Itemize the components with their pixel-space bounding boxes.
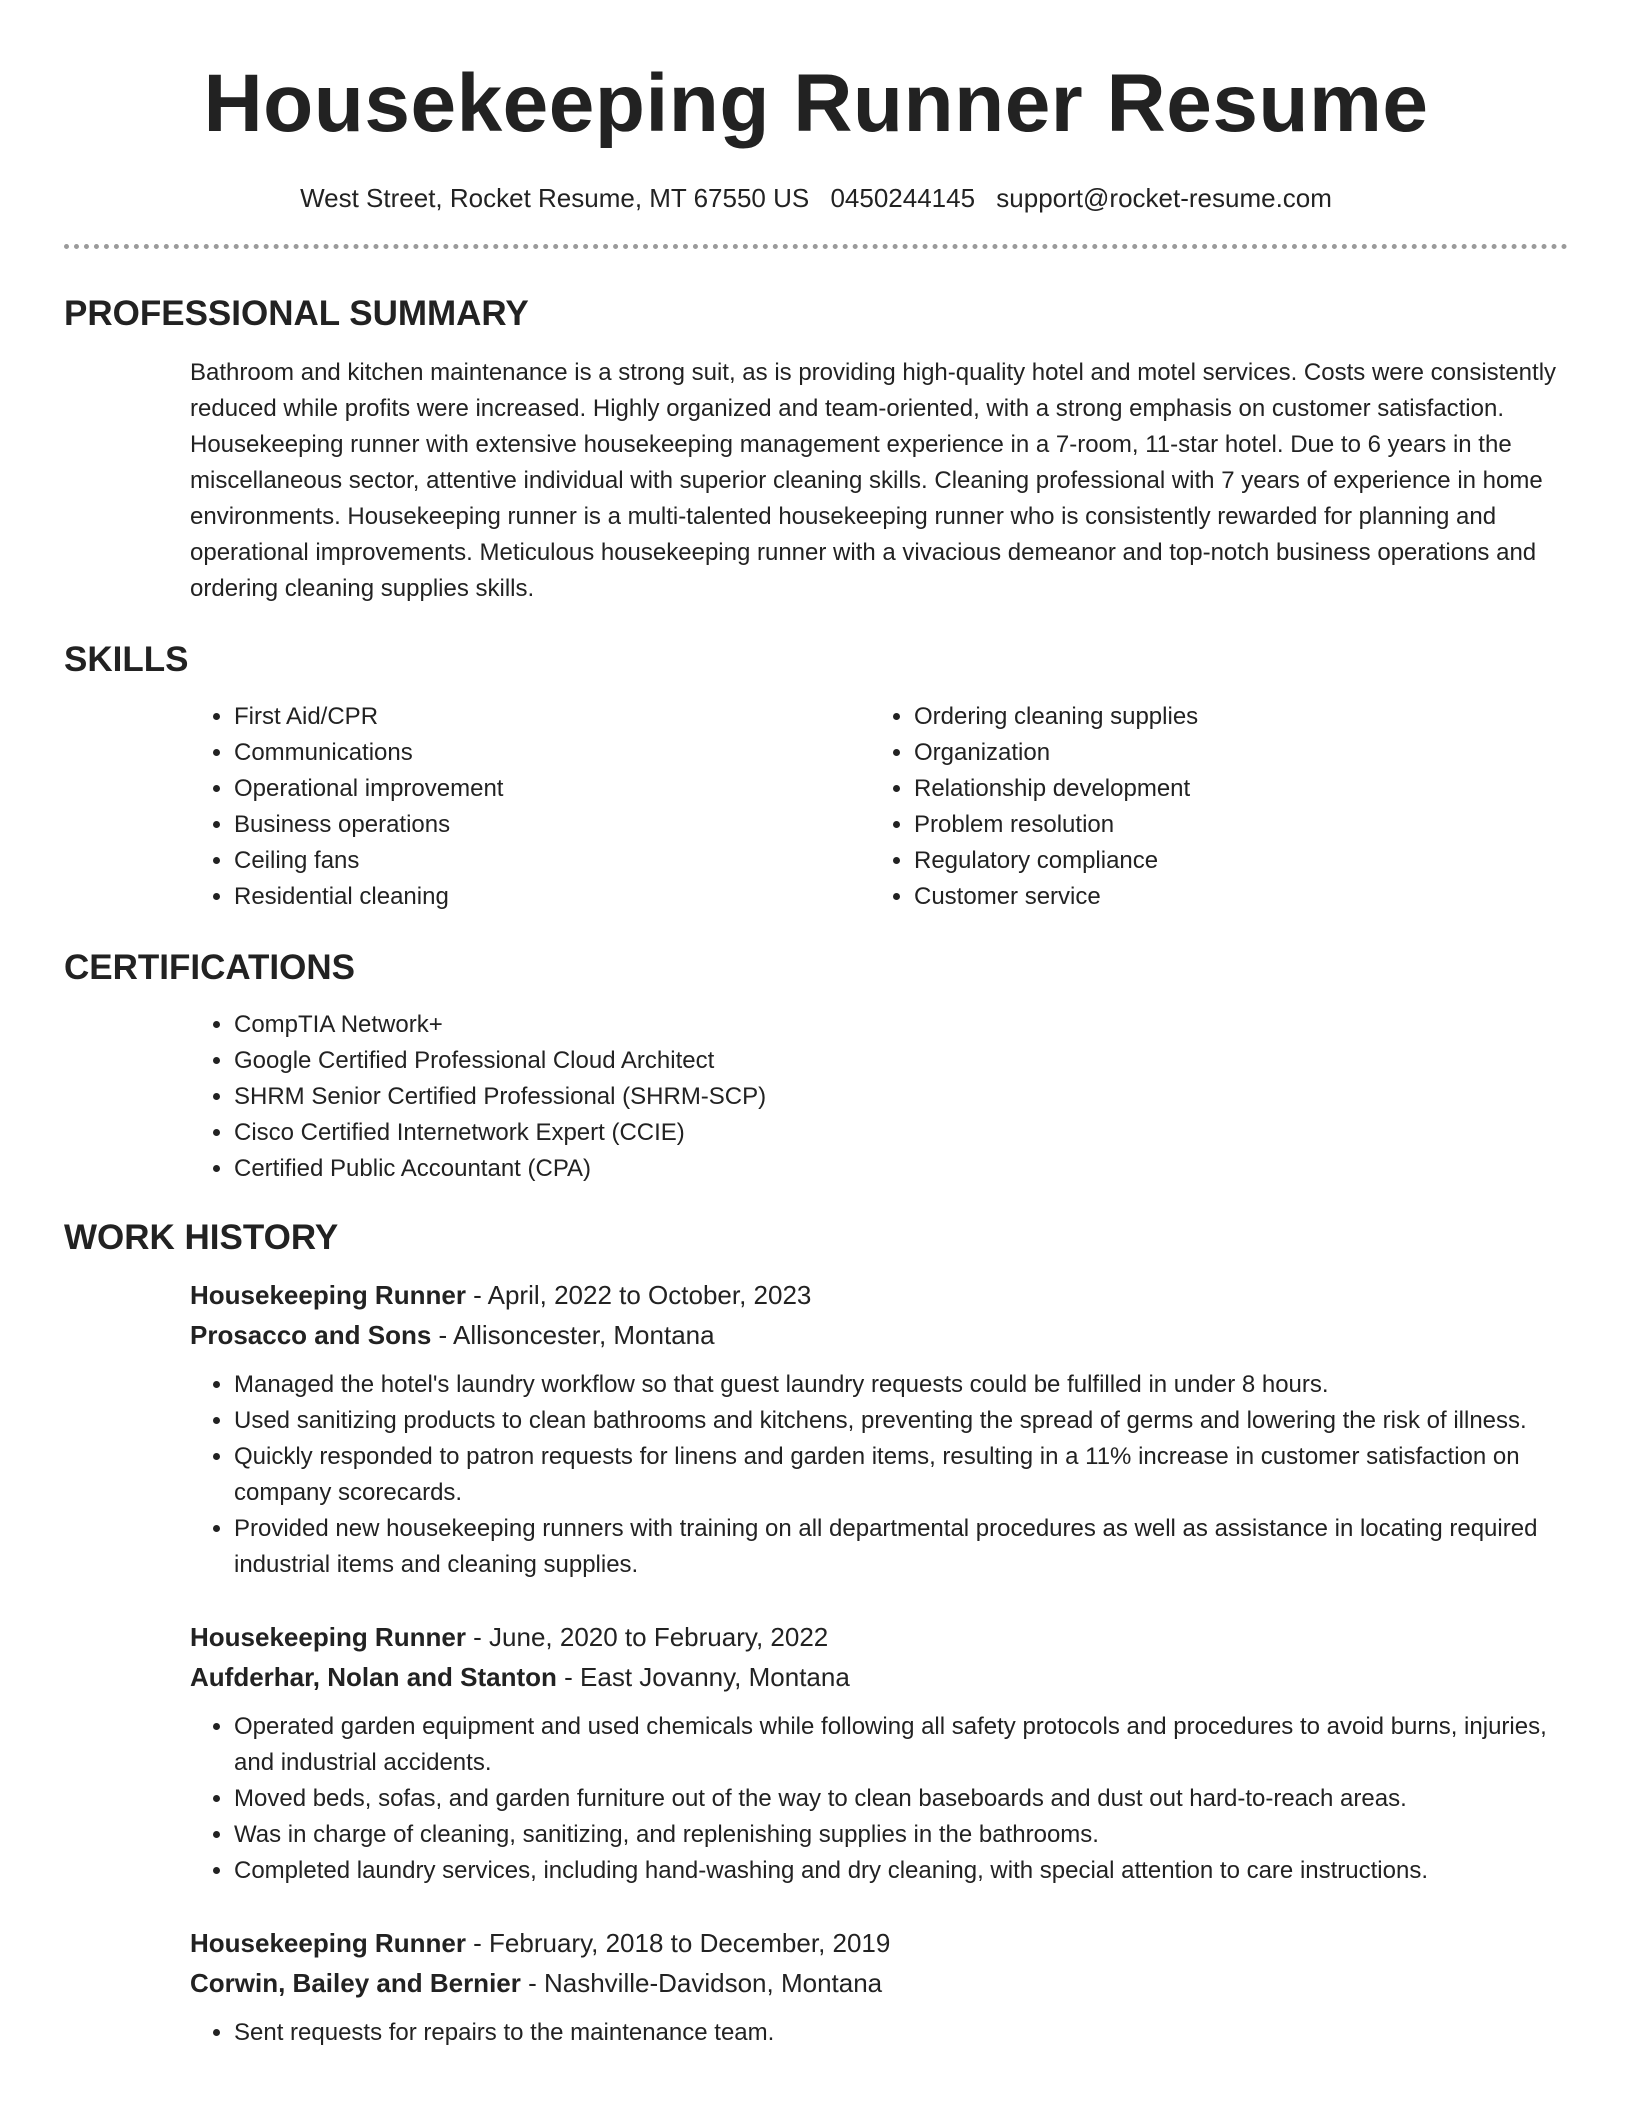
page-title: Housekeeping Runner Resume [203, 58, 1429, 149]
contact-address: West Street, Rocket Resume, MT 67550 US [300, 183, 810, 213]
job-bullets [190, 1367, 1568, 1583]
job-title: Housekeeping Runner [190, 1280, 466, 1310]
job-bullets [190, 2015, 1568, 2051]
job-bullet: • Operated garden equipment and used chemicals while following all safety protocols and procedures to avoid burns, injuries, and industrial accidents. [234, 1709, 1568, 1781]
skills-section [64, 639, 1568, 915]
job-company-line [190, 1315, 1568, 1355]
job-bullet: • Completed laundry services, including hand-washing and dry cleaning, with special attention to care instructions. [234, 1853, 1568, 1889]
skill-item: • Residential cleaning [234, 879, 870, 915]
skill-item: • Communications [234, 735, 870, 771]
skill-item: • Organization [914, 735, 1550, 771]
job-bullet: • Managed the hotel's laundry workflow so that guest laundry requests could be fulfilled in under 8 hours. [234, 1367, 1568, 1403]
job-company-line [190, 1657, 1568, 1697]
certification-item: • Certified Public Accountant (CPA) [234, 1151, 1568, 1187]
job-dates: - February, 2018 to December, 2019 [465, 1928, 891, 1958]
job-bullet: • Sent requests for repairs to the maintenance team. [234, 2015, 1568, 2051]
skill-item: • Problem resolution [914, 807, 1550, 843]
job-bullet: • Provided new housekeeping runners with training on all departmental procedures as well as assistance in locating required industrial items and cleaning supplies. [234, 1511, 1568, 1583]
job-location: - Allisoncester, Montana [431, 1320, 715, 1350]
job-dates: - June, 2020 to February, 2022 [465, 1622, 829, 1652]
certification-item: • Cisco Certified Internetwork Expert (CCIE) [234, 1115, 1568, 1151]
skills-grid [190, 699, 1568, 915]
work-history-section [64, 1217, 1568, 2051]
certification-item: • Google Certified Professional Cloud Architect [234, 1043, 1568, 1079]
skill-item: • Ceiling fans [234, 843, 870, 879]
job-company: Aufderhar, Nolan and Stanton [190, 1662, 557, 1692]
skill-item: • Relationship development [914, 771, 1550, 807]
certification-item: • CompTIA Network+ [234, 1007, 1568, 1043]
certifications-section [64, 947, 1568, 1187]
job-location: - Nashville-Davidson, Montana [520, 1968, 883, 1998]
job-title-line [190, 1923, 1568, 1963]
job-bullets [190, 1709, 1568, 1889]
job-bullet: • Moved beds, sofas, and garden furniture out of the way to clean baseboards and dust out hard-to-reach areas. [234, 1781, 1568, 1817]
job-company: Prosacco and Sons [190, 1320, 432, 1350]
job-title: Housekeeping Runner [190, 1928, 466, 1958]
job-title: Housekeeping Runner [190, 1622, 466, 1652]
skill-item: • Ordering cleaning supplies [914, 699, 1550, 735]
skills-column-right [870, 699, 1550, 915]
job-company: Corwin, Bailey and Bernier [190, 1968, 521, 1998]
job-location: - East Jovanny, Montana [556, 1662, 850, 1692]
job-title-line [190, 1275, 1568, 1315]
job-entry [190, 1617, 1568, 1889]
summary-heading: PROFESSIONAL SUMMARY [64, 294, 529, 333]
contact-line [64, 182, 1568, 214]
job-bullet: • Used sanitizing products to clean bathrooms and kitchens, preventing the spread of germs and lowering the risk of illness. [234, 1403, 1568, 1439]
summary-text: Bathroom and kitchen maintenance is a strong suit, as is providing high-quality hotel and motel services. Costs were consistently reduced while profits were increased. Highly organized and team-oriented, with a strong emphasis on customer satisfaction. Housekeeping runner with extensive housekeeping management experience in a 7-room, 11-star hotel. Due to 6 years in the miscellaneous sector, attentive individual with superior cleaning skills. Cleaning professional with 7 years of experience in home environments. Housekeeping runner is a multi-talented housekeeping runner who is consistently rewarded for planning and operational improvements. Meticulous housekeeping runner with a vivacious demeanor and top-notch business operations and ordering cleaning supplies skills. [190, 359, 1557, 602]
summary-section [64, 293, 1568, 607]
certifications-heading: CERTIFICATIONS [64, 948, 356, 987]
job-title-line [190, 1617, 1568, 1657]
skill-item: • Customer service [914, 879, 1550, 915]
job-bullet: • Quickly responded to patron requests for linens and garden items, resulting in a 11% increase in customer satisfaction on company scorecards. [234, 1439, 1568, 1511]
skills-list-right [870, 699, 1550, 915]
job-entry [190, 1923, 1568, 2051]
header-divider [64, 244, 1568, 249]
skills-list-left [190, 699, 870, 915]
job-company-line [190, 1963, 1568, 2003]
contact-email: support@rocket-resume.com [996, 183, 1332, 213]
certification-item: • SHRM Senior Certified Professional (SHRM-SCP) [234, 1079, 1568, 1115]
skills-heading: SKILLS [64, 640, 189, 679]
certifications-list [190, 1007, 1568, 1187]
work-history-heading: WORK HISTORY [64, 1218, 339, 1257]
certifications-list-wrap [190, 1007, 1568, 1187]
job-dates: - April, 2022 to October, 2023 [465, 1280, 812, 1310]
skill-item: • First Aid/CPR [234, 699, 870, 735]
skill-item: • Operational improvement [234, 771, 870, 807]
skills-column-left [190, 699, 870, 915]
skill-item: • Business operations [234, 807, 870, 843]
job-entry [190, 1275, 1568, 1583]
contact-phone: 0450244145 [830, 183, 976, 213]
skill-item: • Regulatory compliance [914, 843, 1550, 879]
job-bullet: • Was in charge of cleaning, sanitizing, and replenishing supplies in the bathrooms. [234, 1817, 1568, 1853]
